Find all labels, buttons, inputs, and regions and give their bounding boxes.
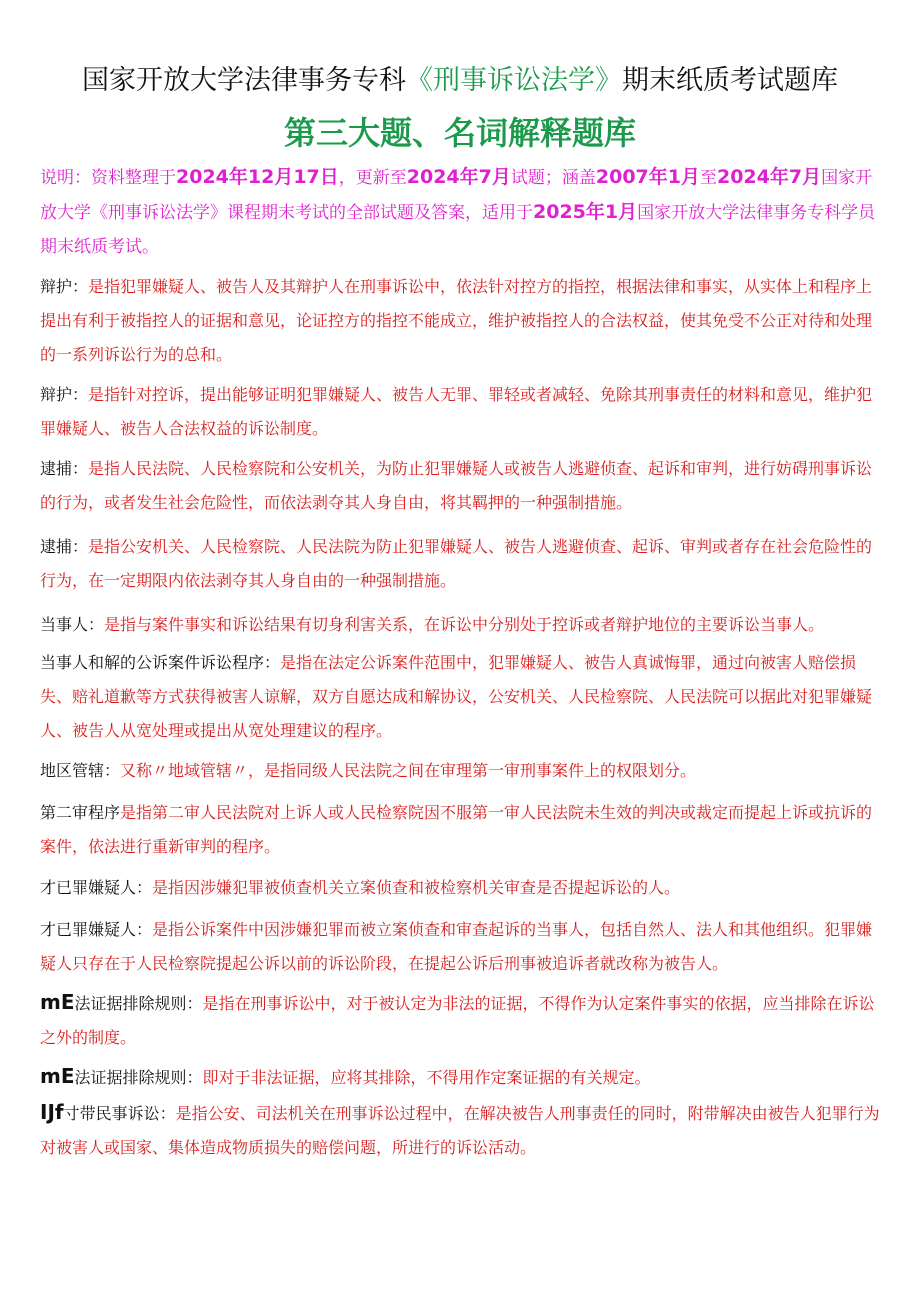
entry-term-mark: mE — [40, 990, 75, 1014]
intro-text: 国家开放大学《刑事诉讼法学》课程期末考试的全部试题及答案，适用于 — [40, 168, 873, 223]
entry-term: 才已罪嫌疑人： — [40, 878, 153, 897]
intro-text: 试题；涵盖 — [510, 168, 596, 188]
entry-definition: 是指在法定公诉案件范围中，犯罪嫌疑人、被告人真诚悔罪，通过向被害人赔偿损失、赔礼道歉等方式获得被害人谅解，双方自愿达成和解协议，公安机关、人民检察院、人民法院可以据此对犯罪嫌疑人、被告人从宽处理或提出从宽处理建议的程序。 — [40, 653, 873, 740]
entry-term: 当事人和解的公诉案件诉讼程序： — [40, 653, 281, 672]
title-prefix: 国家开放大学法律事务专科 — [82, 65, 406, 96]
entry-definition: 是指针对控诉，提出能够证明犯罪嫌疑人、被告人无罪、罪轻或者减轻、免除其刑事责任的材料和意见，维护犯罪嫌疑人、被告人合法权益的诉讼制度。 — [40, 385, 873, 438]
entry-defense-1 — [40, 270, 885, 372]
entry-arrest-2 — [40, 530, 885, 598]
entry-civil-action — [40, 1095, 885, 1165]
entry-suspect-1 — [40, 871, 885, 905]
entry-term: 第二审程序 — [40, 803, 121, 822]
intro-date: 2025年1月 — [533, 201, 638, 223]
entry-term: 辩护： — [40, 277, 89, 296]
entry-term: 逮捕： — [40, 459, 89, 478]
intro-note — [40, 160, 882, 264]
section-subtitle: 第三大题、名词解释题库 — [283, 114, 636, 152]
entry-definition: 是指第二审人民法院对上诉人或人民检察院因不服第一审人民法院未生效的判决或裁定而提起上诉或抗诉的案件，依法进行重新审判的程序。 — [40, 803, 873, 856]
page-title — [0, 58, 920, 97]
entry-definition: 又称〃地域管辖〃，是指同级人民法院之间在审理第一审刑事案件上的权限划分。 — [120, 761, 697, 780]
title-suffix: 期末纸质考试题库 — [622, 65, 838, 96]
entry-exclusion-rule-1 — [40, 985, 885, 1055]
entry-reconciliation — [40, 646, 885, 748]
intro-text: 国家开放大学法律事务专科学员期末纸质考试。 — [40, 203, 876, 257]
entry-term: 逮捕： — [40, 537, 89, 556]
entry-defense-2 — [40, 378, 885, 446]
entry-term: 当事人： — [40, 615, 105, 634]
entry-definition: 是指公安、司法机关在刑事诉讼过程中，在解决被告人刑事责任的同时，附带解决由被告人犯罪行为对被害人或国家、集体造成物质损失的赔偿问题，所进行的诉讼活动。 — [40, 1104, 880, 1157]
entry-term: 法证据排除规则： — [74, 994, 203, 1013]
entry-definition: 是指因涉嫌犯罪被侦查机关立案侦查和被检察机关审查是否提起诉讼的人。 — [152, 878, 681, 897]
intro-date: 2024年7月 — [716, 166, 822, 188]
entry-term: 法证据排除规则： — [74, 1068, 203, 1087]
entry-definition: 即对于非法证据，应将其排除，不得用作定案证据的有关规定。 — [202, 1068, 651, 1087]
entry-term-mark: mE — [40, 1064, 75, 1088]
entry-term: 地区管辖： — [40, 761, 121, 780]
intro-text: ，更新至 — [338, 168, 407, 188]
entry-suspect-2 — [40, 913, 885, 981]
intro-text: 至 — [699, 168, 717, 188]
entry-term: 才已罪嫌疑人： — [40, 920, 153, 939]
entry-definition: 是指公诉案件中因涉嫌犯罪而被立案侦查和审查起诉的当事人，包括自然人、法人和其他组织。犯罪嫌疑人只存在于人民检察院提起公诉以前的诉讼阶段，在提起公诉后刑事被追诉者就改称为被告人。 — [40, 920, 873, 973]
entry-party — [40, 608, 885, 642]
intro-date: 2024年12月17日 — [176, 166, 339, 188]
entry-second-instance — [40, 796, 885, 864]
title-course: 《刑事诉讼法学》 — [406, 65, 622, 96]
intro-date: 2007年1月 — [595, 166, 700, 188]
entry-definition: 是指犯罪嫌疑人、被告人及其辩护人在刑事诉讼中，依法针对控方的指控，根据法律和事实，从实体上和程序上提出有利于被指控人的证据和意见，论证控方的指控不能成立，维护被指控人的合法权益，使其免受不公正对待和处理的一系列诉讼行为的总和。 — [40, 277, 873, 364]
entry-term-mark: IJf — [40, 1100, 64, 1124]
entry-definition: 是指与案件事实和诉讼结果有切身利害关系，在诉讼中分别处于控诉或者辩护地位的主要诉讼当事人。 — [104, 615, 825, 634]
entry-definition: 是指在刑事诉讼中，对于被认定为非法的证据，不得作为认定案件事实的依据，应当排除在诉讼之外的制度。 — [40, 994, 875, 1047]
intro-text: 说明：资料整理于 — [40, 168, 176, 188]
intro-date: 2024年7月 — [406, 166, 511, 188]
entry-term: 寸带民事诉讼： — [63, 1104, 176, 1123]
entry-term: 辩护： — [40, 385, 89, 404]
entry-exclusion-rule-2 — [40, 1059, 885, 1095]
entry-definition: 是指公安机关、人民检察院、人民法院为防止犯罪嫌疑人、被告人逃避侦查、起诉、审判或者存在社会危险性的行为，在一定期限内依法剥夺其人身自由的一种强制措施。 — [40, 537, 873, 590]
entry-definition: 是指人民法院、人民检察院和公安机关，为防止犯罪嫌疑人或被告人逃避侦查、起诉和审判，进行妨碍刑事诉讼的行为，或者发生社会危险性，而依法剥夺其人身自由，将其羁押的一种强制措施。 — [40, 459, 873, 512]
entry-arrest-1 — [40, 452, 885, 520]
entry-territorial-jurisdiction — [40, 754, 885, 788]
